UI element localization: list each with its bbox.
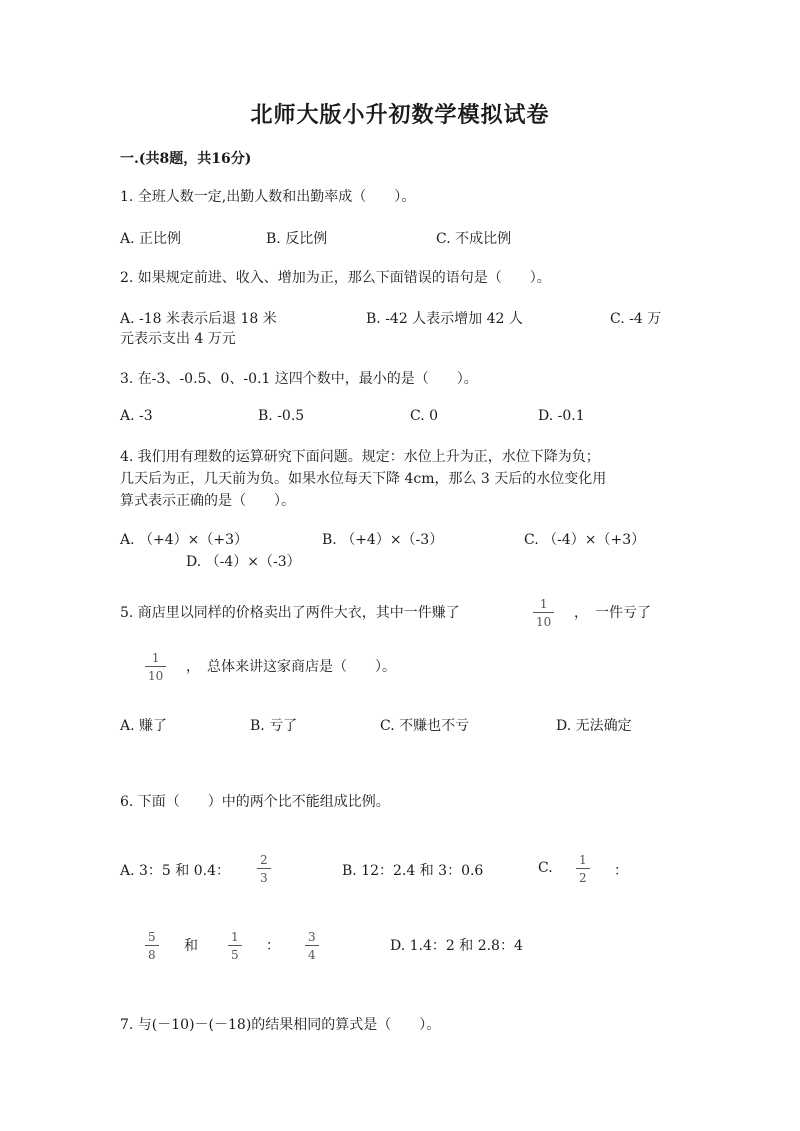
question-5-stem-part-3: ， 总体来讲这家商店是（ ）。 [186,659,396,675]
fraction-numerator: 1 [231,930,239,944]
question-2-option-b: B. -42 人表示增加 42 人 [366,311,523,327]
fraction-numerator: 5 [148,930,156,944]
section-heading: 一.(共8题，共16分) [120,151,252,167]
fraction-denominator: 2 [579,871,587,885]
question-6-option-a-fraction [257,854,271,884]
question-3-option-a: A. -3 [120,408,153,424]
question-5-option-d: D. 无法确定 [556,718,632,734]
fraction-numerator: 1 [151,651,160,665]
fraction-denominator: 4 [308,948,316,962]
question-6-option-c-and: 和 [184,938,198,954]
question-6-option-c-colon: ： [614,863,628,879]
question-2-option-c-continued: 元表示支出 4 万元 [120,331,236,347]
fraction-numerator: 1 [539,597,548,611]
question-6-option-a: A. 3：5 和 0.4： [120,863,230,879]
question-5-option-a: A. 赚了 [120,718,168,734]
question-6-option-c-fraction-4 [305,931,319,961]
question-4-option-a: A. （+4）×（+3） [120,532,249,548]
question-3-option-b: B. -0.5 [258,408,305,424]
question-6-option-c-label: C. [538,860,553,876]
question-6-option-d: D. 1.4：2 和 2.8：4 [390,938,523,954]
question-1-stem: 1. 全班人数一定,出勤人数和出勤率成（ ）。 [120,189,416,205]
fraction-numerator: 3 [308,930,316,944]
question-7-stem: 7. 与(－10)－(－18)的结果相同的算式是（ ）。 [120,1017,441,1033]
fraction-denominator: 5 [231,948,239,962]
question-4-stem-line-2: 几天后为正，几天前为负。如果水位每天下降 4cm，那么 3 天后的水位变化用 [120,471,607,487]
question-6-option-c-fraction-3 [228,931,242,961]
question-2-option-a: A. -18 米表示后退 18 米 [120,311,277,327]
question-4-option-c: C. （-4）×（+3） [524,532,646,548]
question-6-option-c-fraction-1 [576,854,590,884]
question-2-stem: 2. 如果规定前进、收入、增加为正，那么下面错误的语句是（ ）。 [120,270,551,286]
question-5-stem-part-2: ， 一件亏了 [574,605,651,621]
question-4-option-b: B. （+4）×（-3） [322,532,444,548]
fraction-denominator: 8 [148,948,156,962]
question-4-stem-line-3: 算式表示正确的是（ ）。 [120,493,295,509]
fraction-denominator: 10 [536,615,552,629]
question-3-option-c: C. 0 [410,408,439,424]
question-6-option-b: B. 12：2.4 和 3：0.6 [342,863,484,879]
fraction-denominator: 3 [260,871,268,885]
question-3-stem: 3. 在-3、-0.5、0、-0.1 这四个数中，最小的是（ ）。 [120,371,478,387]
question-5-option-b: B. 亏了 [250,718,298,734]
question-6-stem: 6. 下面（ ）中的两个比不能组成比例。 [120,794,390,810]
question-5-fraction-2 [145,652,166,682]
fraction-numerator: 1 [579,853,587,867]
question-6-option-c-colon-2: ： [266,938,280,954]
question-5-fraction-1 [533,598,554,628]
question-5-option-c: C. 不赚也不亏 [380,718,470,734]
fraction-numerator: 2 [260,853,268,867]
question-5-stem-part-1: 5. 商店里以同样的价格卖出了两件大衣，其中一件赚了 [120,605,460,621]
question-2-option-c: C. -4 万 [610,311,662,327]
question-4-option-d: D. （-4）×（-3） [186,554,301,570]
question-1-option-a: A. 正比例 [120,231,182,247]
page-title: 北师大版小升初数学模拟试卷 [250,102,550,128]
fraction-denominator: 10 [148,669,164,683]
question-4-stem-line-1: 4. 我们用有理数的运算研究下面问题。规定：水位上升为正，水位下降为负； [120,449,600,465]
question-1-option-c: C. 不成比例 [436,231,512,247]
question-3-option-d: D. -0.1 [538,408,585,424]
question-6-option-c-fraction-2 [145,931,159,961]
question-1-option-b: B. 反比例 [266,231,328,247]
